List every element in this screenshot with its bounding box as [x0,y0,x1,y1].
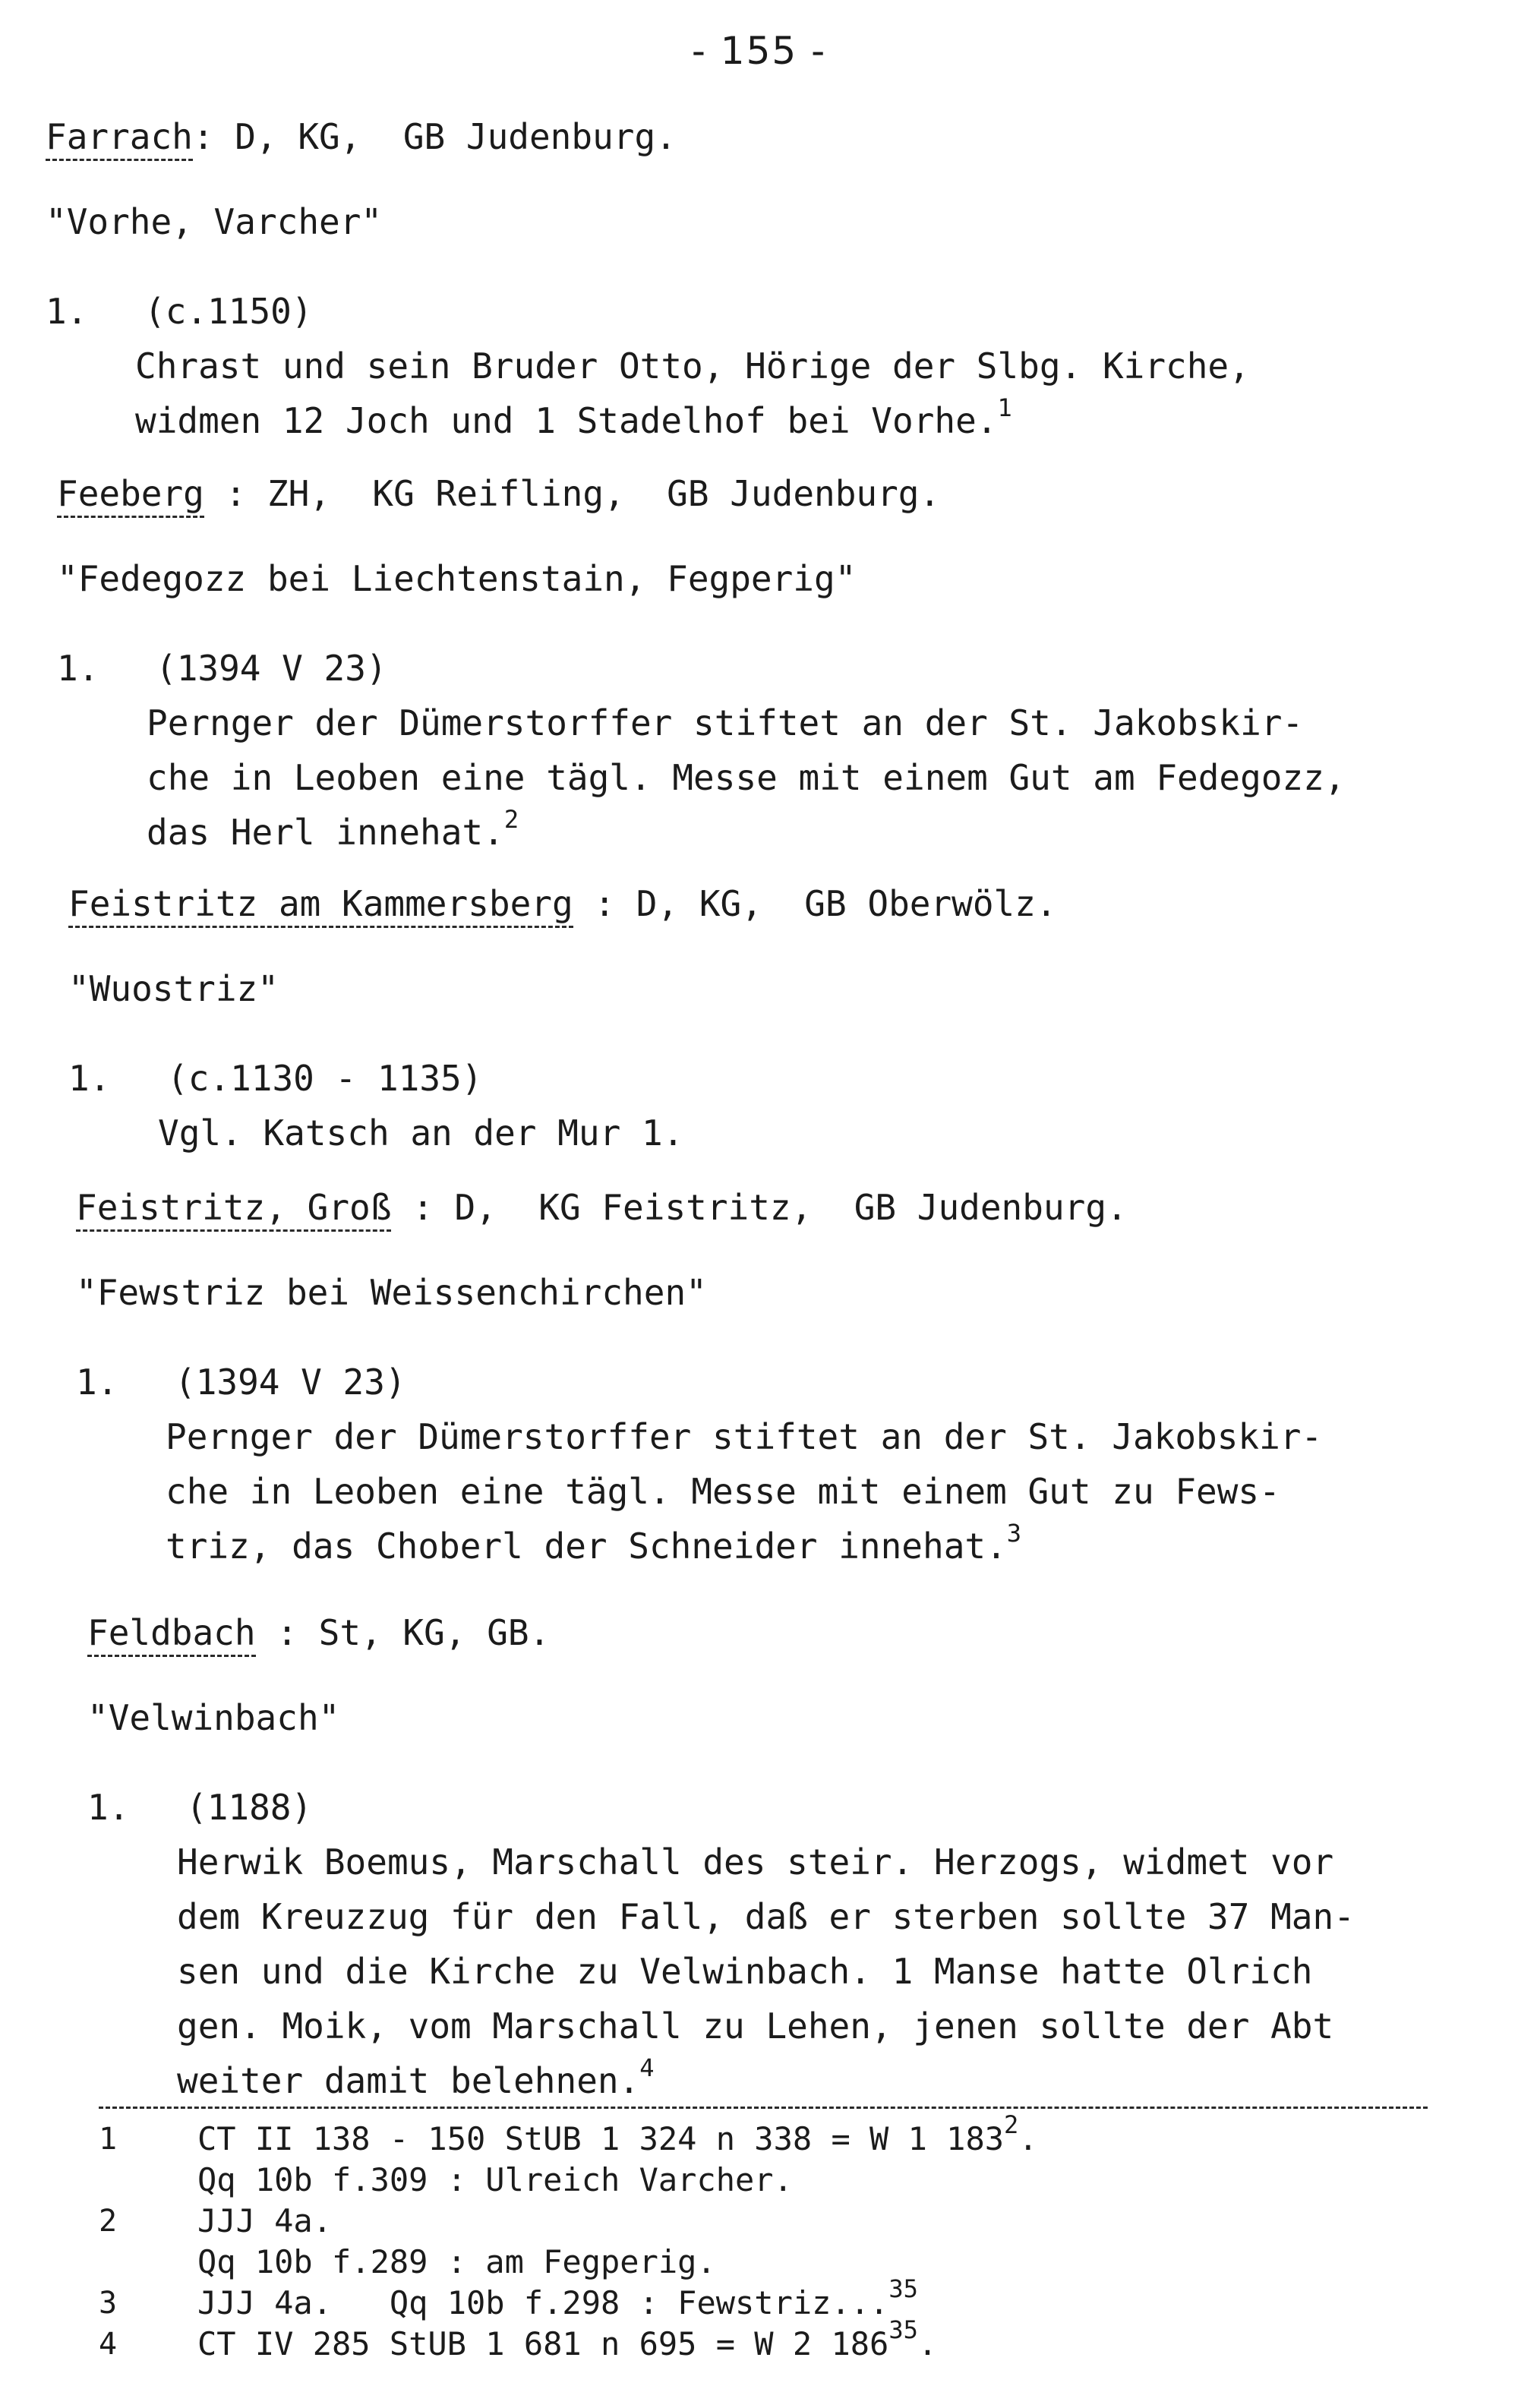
historical-name: "Vorhe, Varcher" [46,201,383,242]
record-item [46,284,1473,448]
record-item [57,641,1485,860]
footnote-number: 3 [99,2286,118,2321]
entry-heading [76,1185,1504,1230]
footnote [99,2201,1481,2283]
footnote-sup: 35 [888,2315,918,2344]
footnote-ref: 3 [1006,1519,1022,1548]
item-text-line: widmen 12 Joch und 1 Stadelhof bei Vorhe.$^1$ [135,393,1012,441]
place-entry-feldbach [87,1610,1515,2108]
entry-heading [57,471,1485,516]
item-text-line: che in Leoben eine tägl. Messe mit einem Gut am Fedegozz, [147,757,1346,798]
item-number: 1. [46,291,88,332]
historical-name: "Velwinbach" [87,1697,340,1738]
footnote-line: CT II 138 - 150 StUB 1 324 n 338 = W 1 $183^2$. [197,2110,1038,2157]
place-classification: : D, KG, GB Oberwölz. [573,883,1057,924]
footnote-line: JJJ 4a. [197,2202,333,2239]
item-text-line: Herwik Boemus, Marschall des steir. Herzogs, widmet vor [177,1842,1334,1883]
item-text-line: dem Kreuzzug für den Fall, daß er sterben sollte 37 Man- [177,1896,1355,1937]
place-classification: : D, KG Feistritz, GB Judenburg. [391,1187,1128,1228]
place-entry-feistritz-gross [76,1185,1504,1573]
historical-name: "Wuostriz" [68,968,279,1009]
item-text-line: Pernger der Dümerstorffer stiftet an der St. Jakobskir- [147,702,1304,743]
item-text-line: Pernger der Dümerstorffer stiftet an der St. Jakobskir- [166,1416,1323,1457]
item-number: 1. [76,1362,118,1403]
place-name: Feistritz, Groß [76,1187,391,1232]
item-number: 1. [87,1787,130,1828]
page-number: - 155 - [691,29,827,73]
item-text-line: das Herl innehat.$^2$ [147,805,519,853]
record-item [76,1355,1504,1573]
place-classification: : St, KG, GB. [255,1612,551,1653]
footnote [99,2274,1481,2324]
item-number: 1. [68,1058,111,1099]
footnote [99,2315,1481,2365]
footnote-ref: 1 [997,393,1012,422]
historical-name: "Fedegozz bei Liechtenstain, Fegperig" [57,558,857,599]
footnote [99,2110,1481,2201]
record-item [68,1051,1496,1160]
place-name: Farrach [46,116,193,161]
record-item [87,1780,1515,2108]
footnote-sup: 2 [1004,2110,1019,2139]
footnote-number: 2 [99,2204,118,2239]
item-text-line: Vgl. Katsch an der Mur 1. [158,1112,684,1154]
place-classification: : ZH, KG Reifling, GB Judenburg. [204,473,941,514]
footnote-ref: 4 [639,2053,655,2082]
item-text-line: che in Leoben eine tägl. Messe mit einem Gut zu Fews- [166,1471,1280,1512]
place-entry-feeberg [57,471,1485,860]
item-date: (c.1150) [144,291,313,332]
footnote-line: JJJ 4a. Qq 10b f.298 : Fewstriz...$^{35}$ [197,2274,918,2321]
footnote-line: Qq 10b f.309 : Ulreich Varcher. [197,2161,793,2198]
item-text-line: gen. Moik, vom Marschall zu Lehen, jenen sollte der Abt [177,2006,1334,2047]
footnote-number: 1 [99,2122,118,2157]
historical-name: "Fewstriz bei Weissenchirchen" [76,1272,707,1313]
item-date: (1394 V 23) [156,648,387,689]
item-date: (c.1130 - 1135) [167,1058,483,1099]
footnotes [99,2110,1481,2365]
place-name: Feistritz am Kammersberg [68,883,573,928]
item-text-line: weiter damit belehnen.$^4$ [177,2053,655,2101]
place-name: Feldbach [87,1612,256,1657]
entry-heading [68,881,1496,926]
footnote-separator [99,2107,1428,2109]
footnote-line: CT IV 285 StUB 1 681 n 695 = W 2 $186^{35}$. [197,2315,938,2362]
footnote-sup: 35 [888,2274,918,2303]
entry-heading [87,1610,1515,1655]
item-text-line: Chrast und sein Bruder Otto, Hörige der Slbg. Kirche, [135,346,1250,387]
footnote-line: Qq 10b f.289 : am Fegperig. [197,2243,716,2280]
item-number: 1. [57,648,99,689]
place-classification: : D, KG, GB Judenburg. [192,116,677,157]
item-text-line: sen und die Kirche zu Velwinbach. 1 Manse hatte Olrich [177,1951,1313,1992]
item-date: (1394 V 23) [175,1362,406,1403]
place-entry-feistritz-am-kammersberg [68,881,1496,1160]
place-entry-farrach [46,114,1473,448]
place-name: Feeberg [57,473,204,518]
item-date: (1188) [186,1787,313,1828]
entry-heading [46,114,1473,159]
footnote-ref: 2 [503,805,519,834]
footnote-number: 4 [99,2327,118,2362]
item-text-line: triz, das Choberl der Schneider innehat.$^3$ [166,1519,1022,1567]
